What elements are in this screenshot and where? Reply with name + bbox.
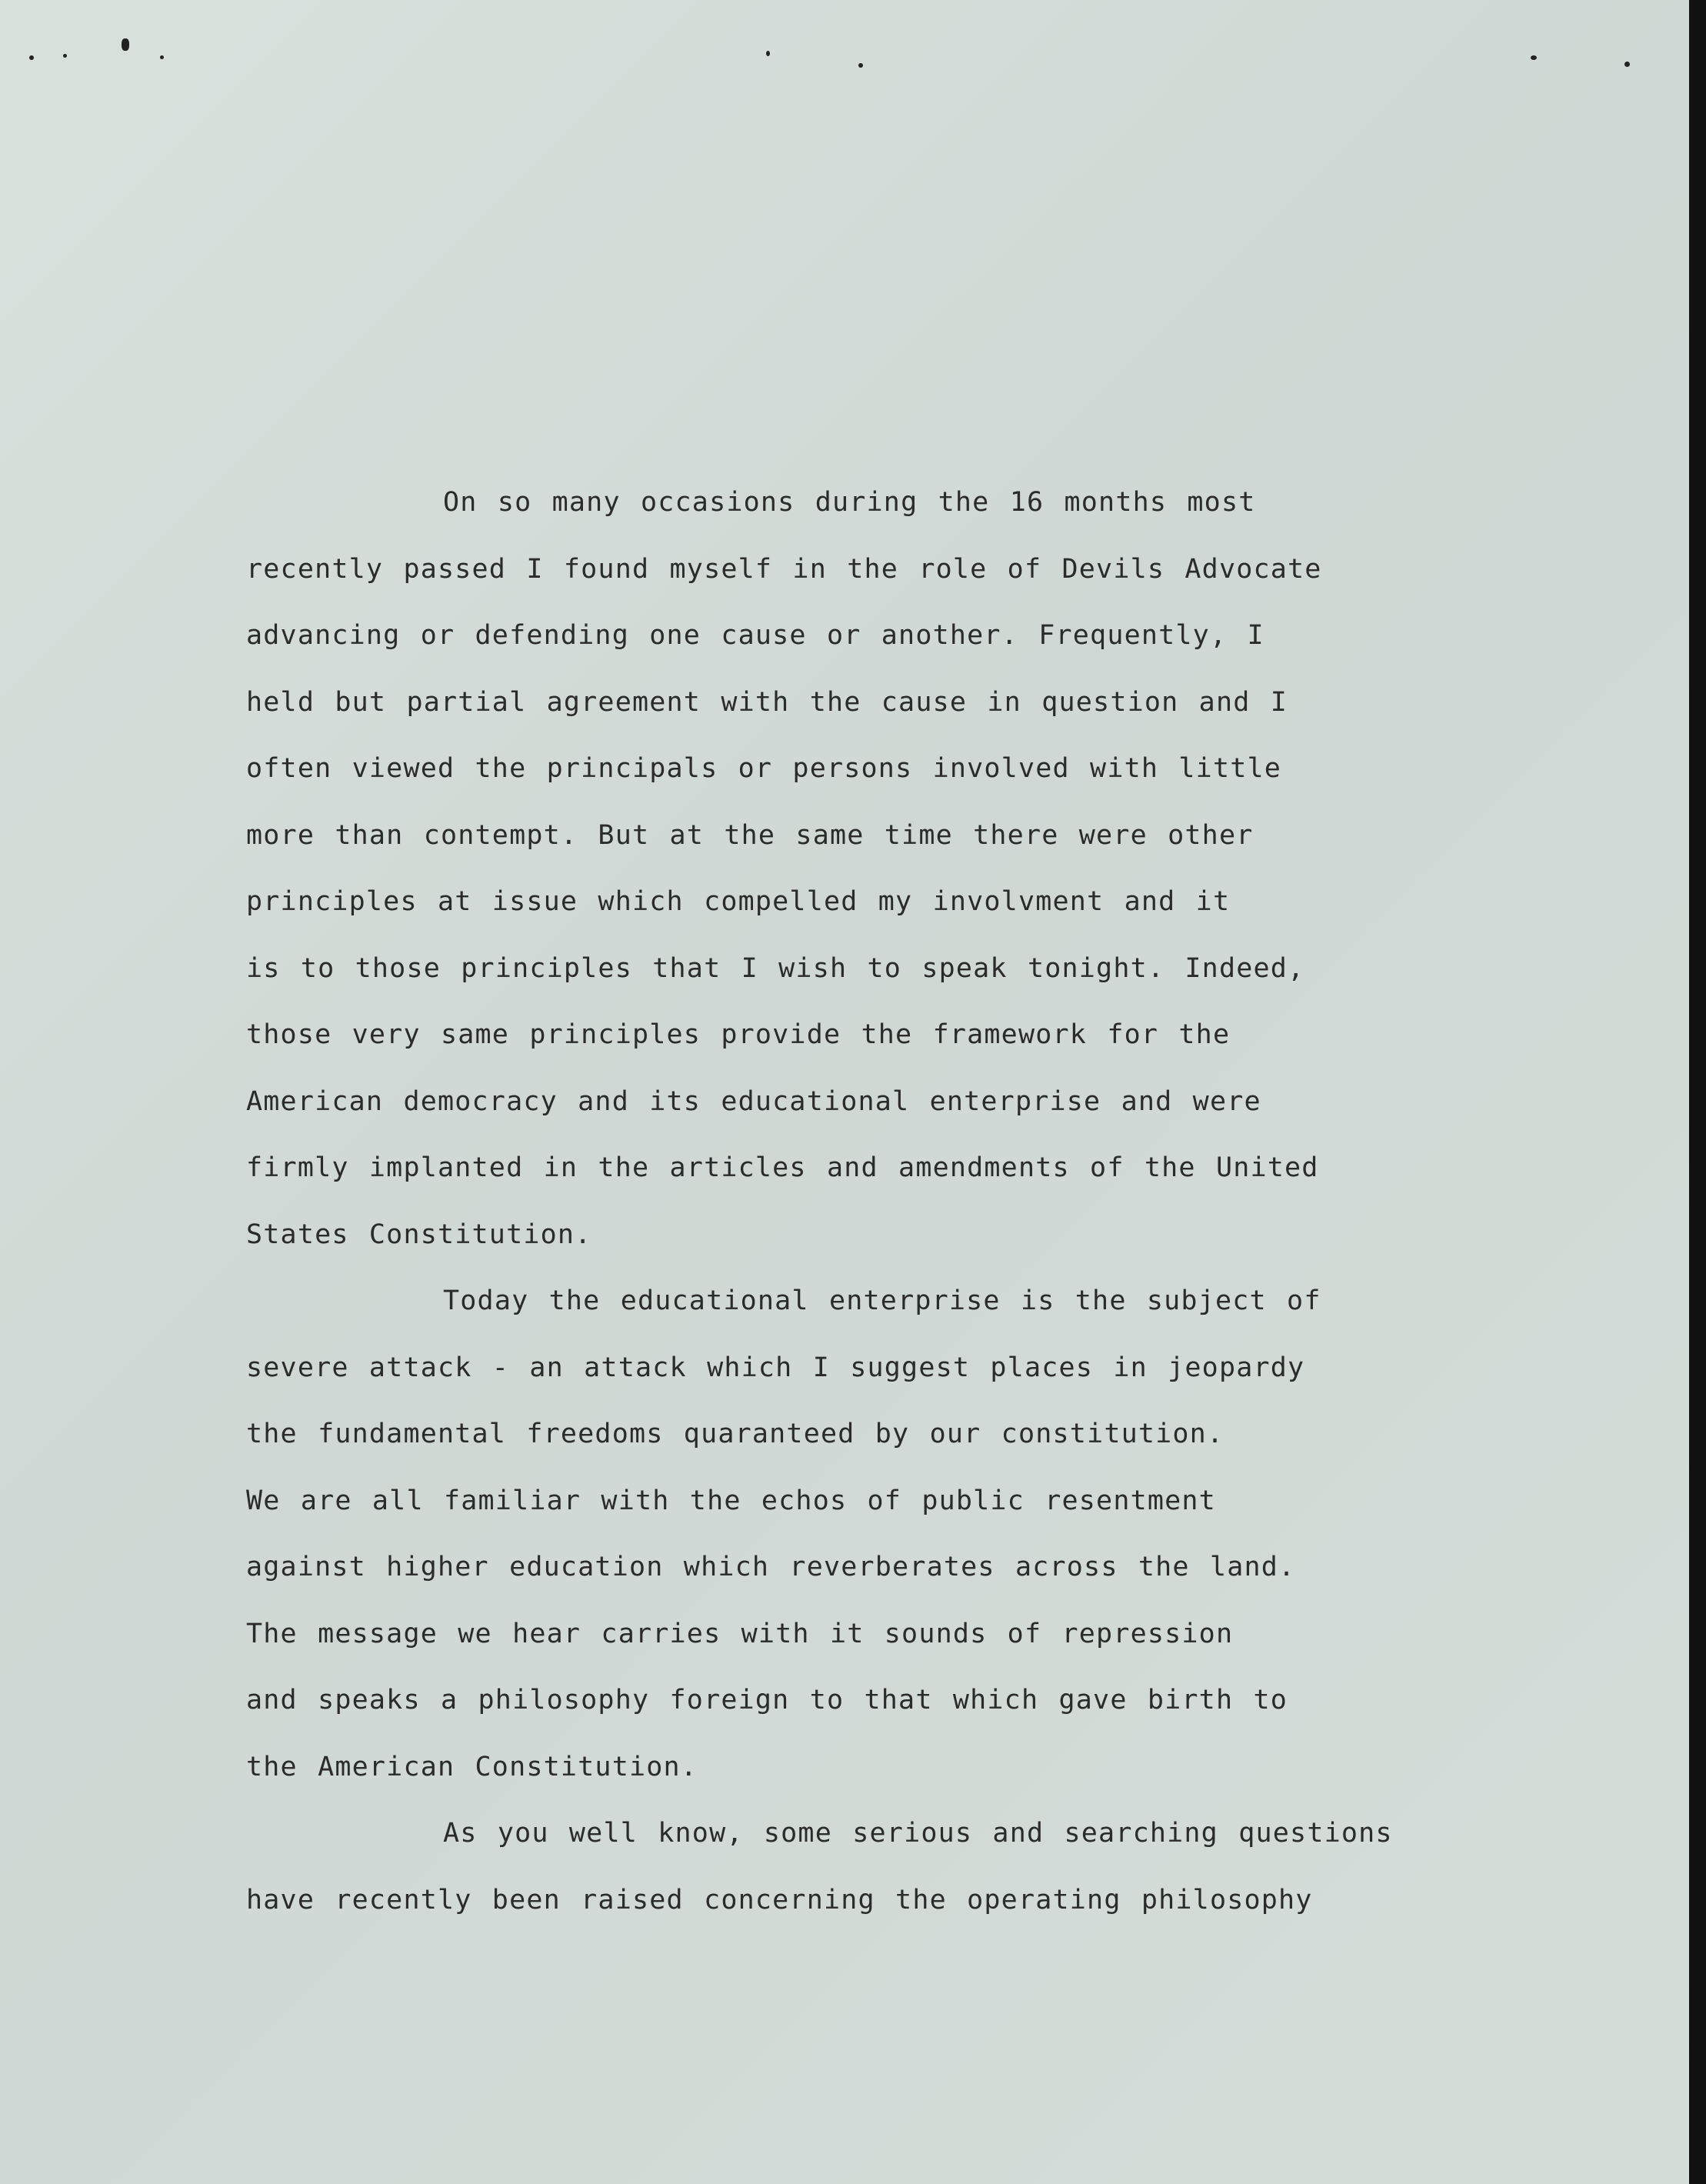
- punch-mark: [1531, 55, 1537, 60]
- punch-mark: [63, 54, 67, 58]
- text-line: is to those principles that I wish to speak tonight. Indeed,: [246, 952, 1305, 984]
- text-line: and speaks a philosophy foreign to that which gave birth to: [246, 1685, 1288, 1716]
- text-line: severe attack - an attack which I suggest places in jeopardy: [246, 1352, 1305, 1383]
- punch-mark: [29, 55, 34, 60]
- text-line: States Constitution.: [246, 1219, 592, 1250]
- text-line: held but partial agreement with the cause in question and I: [246, 686, 1288, 718]
- text-line: the fundamental freedoms quaranteed by our constitution.: [246, 1419, 1225, 1449]
- text-line: On so many occasions during the 16 months most: [443, 487, 1256, 518]
- paragraph-2: [246, 1268, 1569, 1800]
- text-line: advancing or defending one cause or another. Frequently, I: [246, 620, 1265, 651]
- text-line: against higher education which reverberates across the land.: [246, 1552, 1296, 1582]
- text-line: firmly implanted in the articles and amendments of the United: [246, 1152, 1319, 1183]
- text-line: Today the educational enterprise is the subject of: [443, 1285, 1321, 1316]
- paragraph-1: [246, 469, 1569, 1268]
- paragraph-3: [246, 1800, 1569, 1933]
- text-line: American democracy and its educational enterprise and were: [246, 1085, 1261, 1117]
- punch-mark: [1624, 62, 1630, 67]
- text-line: We are all familiar with the echos of public resentment: [246, 1485, 1216, 1516]
- text-line: have recently been raised concerning the operating philosophy: [246, 1884, 1313, 1916]
- text-line: more than contempt. But at the same time there were other: [246, 819, 1254, 851]
- text-line: The message we hear carries with it sounds of repression: [246, 1618, 1234, 1649]
- punch-mark: [858, 63, 863, 68]
- punch-mark: [766, 51, 770, 56]
- letter-body: [246, 469, 1569, 1933]
- scan-border: [1689, 0, 1706, 2184]
- text-line: As you well know, some serious and searching questions: [443, 1818, 1393, 1849]
- punch-mark: [122, 38, 129, 51]
- punch-mark: [160, 55, 164, 59]
- text-line: principles at issue which compelled my involvment and it: [246, 886, 1231, 917]
- text-line: recently passed I found myself in the role of Devils Advocate: [246, 553, 1322, 585]
- text-line: often viewed the principals or persons involved with little: [246, 753, 1282, 784]
- text-line: those very same principles provide the framework for the: [246, 1019, 1231, 1050]
- text-line: the American Constitution.: [246, 1751, 698, 1782]
